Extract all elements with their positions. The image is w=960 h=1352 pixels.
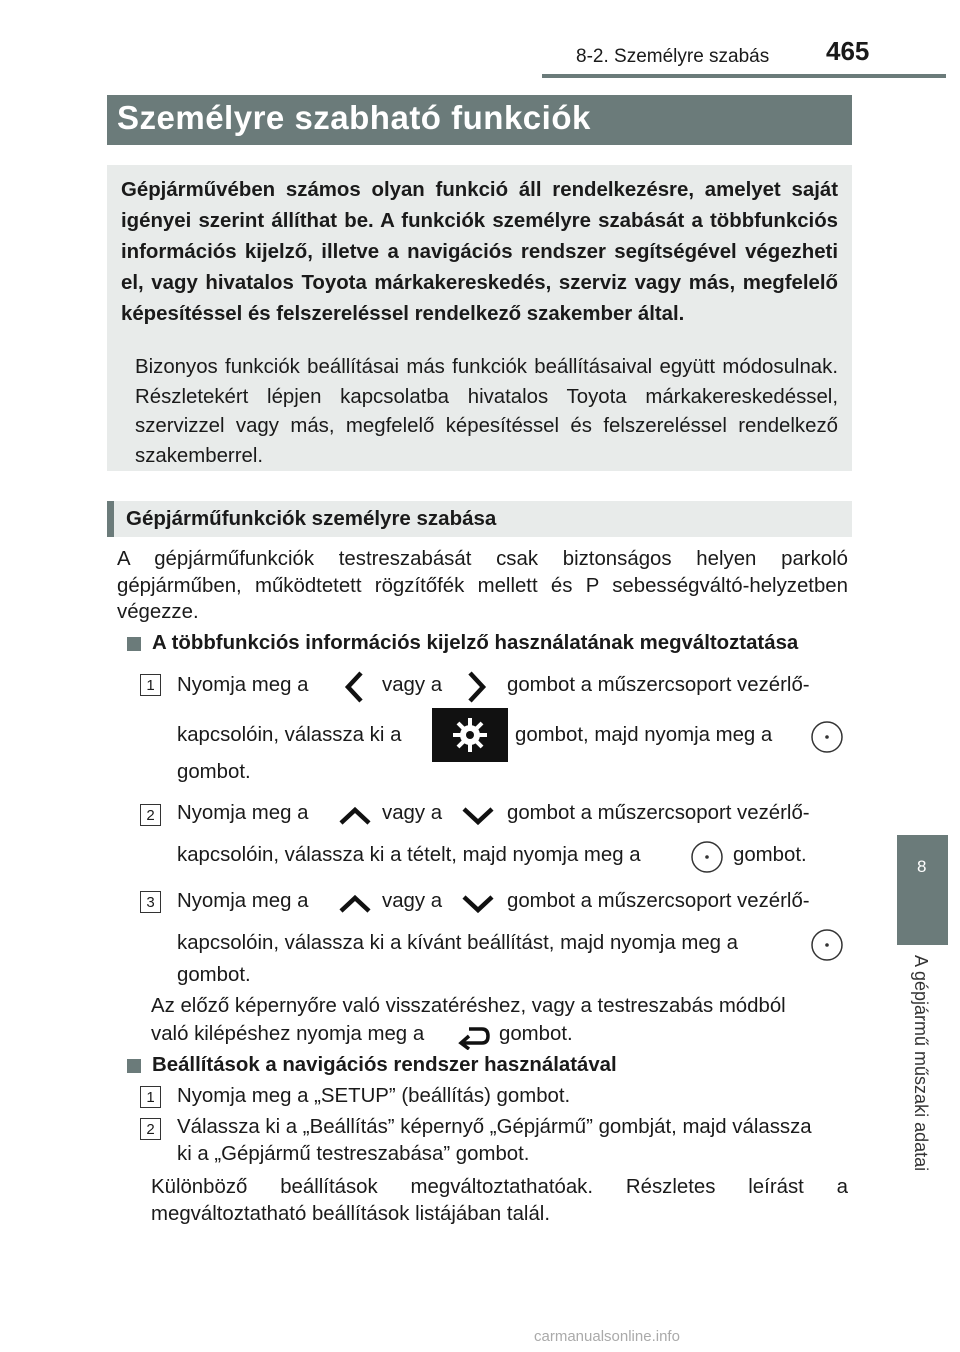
gear-icon xyxy=(452,717,488,753)
subsection-paragraph: A gépjárműfunkciók testreszabását csak biztonságos helyen parkoló gépjárműben, működtetett rögzítőfék mellett és P sebességváltó-helyzetben végezze. xyxy=(117,548,848,623)
step1-line1a: Nyomja meg a xyxy=(177,674,309,696)
step3-line1a: Nyomja meg a xyxy=(177,890,309,912)
chevron-down-icon xyxy=(461,893,495,915)
chapter-number: 8 xyxy=(917,857,927,876)
chevron-up-icon xyxy=(338,805,372,827)
intro-note: Bizonyos funkciók beállításai más funkciók beállításaival együtt módosulnak. Részletekért lépjen kapcsolatba hivatalos Toyota márkakereskedéssel, szervizzel vagy más, megfelelő képesítéssel és felszereléssel rendelkező szakemberrel. xyxy=(135,356,838,467)
bullet-square-icon xyxy=(127,1059,141,1073)
step2-line2b: gombot. xyxy=(733,844,807,866)
section-header: 8-2. Személyre szabás xyxy=(576,46,770,67)
back-arrow-icon xyxy=(458,1024,490,1050)
subsection-accent xyxy=(107,501,114,537)
step2-line1b: vagy a xyxy=(382,802,443,824)
chapter-label: A gépjármű műszaki adatai xyxy=(911,955,931,1172)
nav-closing: Különböző beállítások megváltoztathatóak. Részletes leírást a megváltoztatható beállítások listájában talál. xyxy=(151,1176,848,1225)
subsection-bar xyxy=(107,501,852,537)
intro-bold-text: Gépjárművében számos olyan funkció áll rendelkezésre, amelyet saját igényei szerint állíthat be. A funkciók személyre szabását a többfunkciós információs kijelző, illetve a navigációs rendszer segítségével végezheti el, vagy hivatalos Toyota márkakereskedés, szerviz vagy más, megfelelő képesítéssel és felszereléssel rendelkező szakember által. xyxy=(121,179,838,325)
page-number: 465 xyxy=(826,36,870,66)
step3-line1b: vagy a xyxy=(382,890,443,912)
step2-line1c: gombot a műszercsoport vezérlő- xyxy=(507,802,810,824)
chevron-up-icon xyxy=(338,893,372,915)
chevron-right-icon xyxy=(465,670,489,704)
mid-heading-text: A többfunkciós információs kijelző használatának megváltoztatása xyxy=(152,632,799,654)
chevron-left-icon xyxy=(342,670,366,704)
nav-step1: Nyomja meg a „SETUP” (beállítás) gombot. xyxy=(177,1085,571,1107)
nav-heading-text: Beállítások a navigációs rendszer használatával xyxy=(152,1054,617,1076)
step1-line1c: gombot a műszercsoport vezérlő- xyxy=(507,674,810,696)
title-bar xyxy=(107,95,852,145)
step1-line2b: gombot, majd nyomja meg a xyxy=(515,724,773,746)
ok-button-icon xyxy=(810,720,844,754)
header-rule xyxy=(542,74,946,78)
chapter-tab xyxy=(897,835,948,945)
return-note-line2: való kilépéshez nyomja meg a xyxy=(151,1023,425,1045)
step1-line1b: vagy a xyxy=(382,674,443,696)
ok-button-icon xyxy=(690,840,724,874)
step-number-3: 3 xyxy=(140,891,161,913)
step2-line2a: kapcsolóin, válassza ki a tételt, majd nyomja meg a xyxy=(177,844,641,866)
page-title: Személyre szabható funkciók xyxy=(117,99,591,136)
step3-line2a: kapcsolóin, válassza ki a kívánt beállítást, majd nyomja meg a xyxy=(177,932,739,954)
step-number-1: 1 xyxy=(140,674,161,696)
watermark: carmanualsonline.info xyxy=(534,1328,680,1345)
step1-line2a: kapcsolóin, válassza ki a xyxy=(177,724,402,746)
chapter-side-label xyxy=(907,955,937,1215)
subsection-title: Gépjárműfunkciók személyre szabása xyxy=(126,507,497,530)
return-note-line1: Az előző képernyőre való visszatéréshez, vagy a testreszabás módból xyxy=(151,995,786,1017)
intro-box xyxy=(107,165,852,471)
bullet-square-icon xyxy=(127,637,141,651)
step3-line3: gombot. xyxy=(177,964,251,986)
settings-gear-button-icon xyxy=(432,708,508,762)
chevron-down-icon xyxy=(461,805,495,827)
step2-line1a: Nyomja meg a xyxy=(177,802,309,824)
return-note-line2b: gombot. xyxy=(499,1023,573,1045)
nav-step-number-2: 2 xyxy=(140,1118,161,1140)
nav-step2-line1: Válassza ki a „Beállítás” képernyő „Gépjármű” gombját, majd válassza xyxy=(177,1116,812,1138)
step3-line1c: gombot a műszercsoport vezérlő- xyxy=(507,890,810,912)
step1-line3: gombot. xyxy=(177,761,251,783)
step-number-2: 2 xyxy=(140,804,161,826)
nav-step-number-1: 1 xyxy=(140,1086,161,1108)
ok-button-icon xyxy=(810,928,844,962)
nav-step2-line2: ki a „Gépjármű testreszabása” gombot. xyxy=(177,1143,530,1165)
